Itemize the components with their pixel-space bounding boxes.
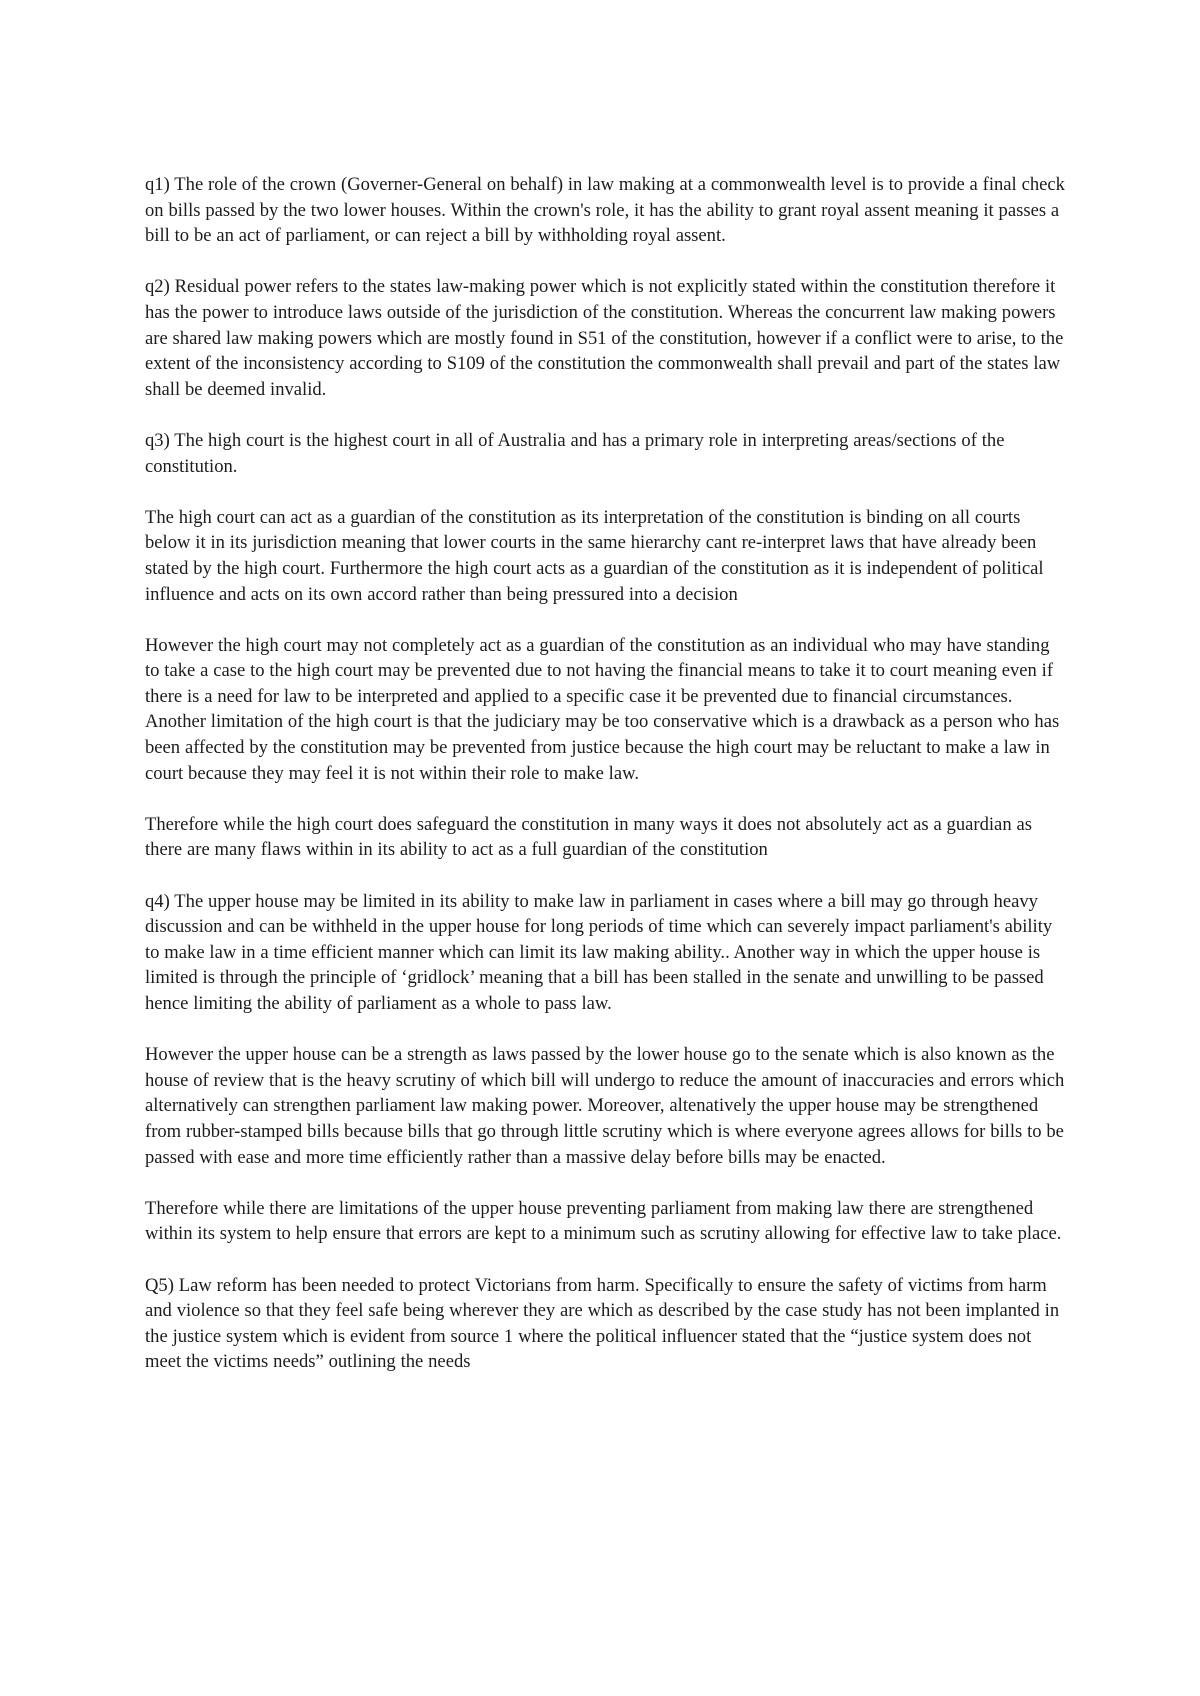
paragraph-q3-conclusion: Therefore while the high court does safeguard the constitution in many ways it does not absolutely act as a guardian as there are many flaws within in its ability to act as a full guardian of the constitution <box>145 813 1032 861</box>
paragraph-q3-guardian: The high court can act as a guardian of the constitution as its interpretation of the constitution is binding on all courts below it in its jurisdiction meaning that lower courts in the same hierarchy cant re-interpret laws that have already been stated by the high court. Furthermore the high court acts as a guardian of the constitution as it is independent of political influence and acts on its own accord rather than being pressured into a decision <box>145 506 1044 605</box>
paragraph-q4-conclusion: Therefore while there are limitations of the upper house preventing parliament from making law there are strengthened within its system to help ensure that errors are kept to a minimum such as scrutiny allowing for effective law to take place. <box>145 1197 1062 1245</box>
paragraph-q1: q1) The role of the crown (Governer-General on behalf) in law making at a commonwealth level is to provide a final check on bills passed by the two lower houses. Within the crown's role, it has the ability to grant royal assent meaning it passes a bill to be an act of parliament, or can reject a bill by withholding royal assent. <box>145 174 1065 247</box>
paragraph-q4-strengths: However the upper house can be a strength as laws passed by the lower house go to the senate which is also known as the house of review that is the heavy scrutiny of which bill will undergo to reduce the amount of inaccuracies and errors which alternatively can strengthen parliament law making power. Moreover, altenatively the upper house may be strengthened from rubber-stamped bills because bills that go through little scrutiny which is where everyone agrees allows for bills to be passed with ease and more time efficiently rather than a massive delay before bills may be enacted. <box>145 1044 1065 1168</box>
paragraph-q4: q4) The upper house may be limited in its ability to make law in parliament in cases where a bill may go through heavy discussion and can be withheld in the upper house for long periods of time which can severely impact parliament's ability to make law in a time efficient manner which can limit its law making ability.. Another way in which the upper house is limited is through the principle of ‘gridlock’ meaning that a bill has been stalled in the senate and unwilling to be passed hence limiting the ability of parliament as a whole to pass law. <box>145 890 1053 1014</box>
paragraph-q5: Q5) Law reform has been needed to protect Victorians from harm. Specifically to ensure the safety of victims from harm and violence so that they feel safe being wherever they are which as described by the case study has not been implanted in the justice system which is evident from source 1 where the political influencer stated that the “justice system does not meet the victims needs” outlining the needs <box>145 1274 1060 1373</box>
paragraph-q3: q3) The high court is the highest court in all of Australia and has a primary role in interpreting areas/sections of the constitution. <box>145 429 1005 477</box>
paragraph-q3-limitations: However the high court may not completely act as a guardian of the constitution as an individual who may have standing to take a case to the high court may be prevented due to not having the financial means to take it to court meaning even if there is a need for law to be interpreted and applied to a specific case it be prevented due to financial circumstances. Another limitation of the high court is that the judiciary may be too conservative which is a drawback as a person who has been affected by the constitution may be prevented from justice because the high court may be reluctant to make a law in court because they may feel it is not within their role to make law. <box>145 634 1060 784</box>
document-page <box>145 172 1065 1375</box>
paragraph-q2: q2) Residual power refers to the states law-making power which is not explicitly stated within the constitution therefore it has the power to introduce laws outside of the jurisdiction of the constitution. Whereas the concurrent law making powers are shared law making powers which are mostly found in S51 of the constitution, however if a conflict were to arise, to the extent of the inconsistency according to S109 of the constitution the commonwealth shall prevail and part of the states law shall be deemed invalid. <box>145 276 1064 400</box>
